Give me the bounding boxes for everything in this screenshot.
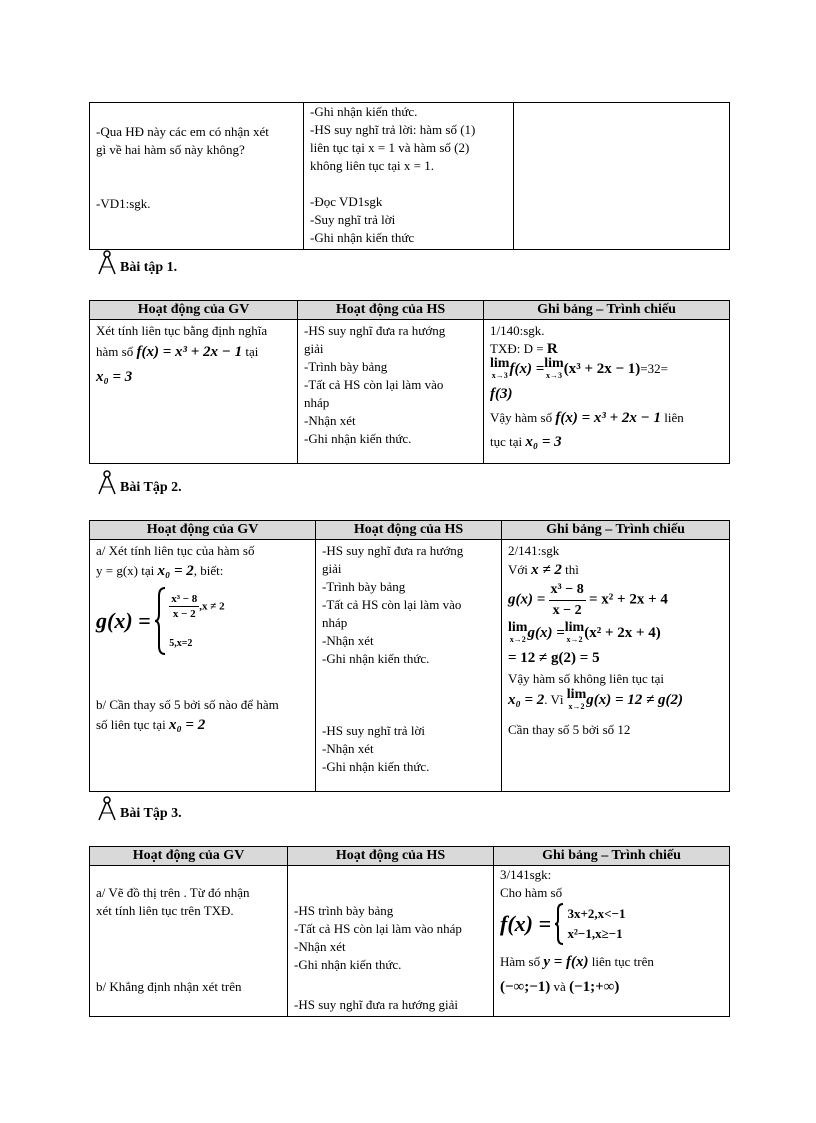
text-line: b/ Khẳng định nhận xét trên xyxy=(96,979,242,994)
formula: x₀ = 2 xyxy=(508,692,545,709)
continuation-table xyxy=(89,102,730,250)
formula: (x² + 2x + 4) xyxy=(584,625,661,641)
text-line: -HS suy nghĩ đưa ra hướng xyxy=(304,323,446,338)
formula: x₀ = 2 xyxy=(168,717,206,733)
formula: g(x) = 12 ≠ g(2) xyxy=(586,692,684,709)
hs-cell xyxy=(304,103,514,250)
text-line: giải xyxy=(304,341,324,356)
fraction-denominator: x − 2 xyxy=(172,607,196,620)
formula: f(x) = x³ + 2x − 1 xyxy=(555,410,662,427)
case-2: x²−1,x≥−1 xyxy=(567,926,623,941)
interval: (−1;+∞) xyxy=(569,979,620,995)
limit-operator: lim x→2 xyxy=(566,687,587,712)
formula: x₀ = 3 xyxy=(525,434,562,451)
gv-cell xyxy=(90,320,298,464)
compass-icon xyxy=(96,250,118,276)
text-line: 3/141sgk: xyxy=(500,867,552,882)
formula: g(x) = xyxy=(508,591,546,608)
piecewise-g xyxy=(96,586,309,660)
header-gv: Hoạt động của GV xyxy=(90,847,288,866)
text-line: -HS suy nghĩ đưa ra hướng giải xyxy=(294,997,458,1012)
formula: g(x) = xyxy=(96,608,151,633)
text-fragment: =32= xyxy=(640,361,668,376)
formula: f(x) = xyxy=(500,911,552,936)
formula: = 12 ≠ g(2) = 5 xyxy=(508,650,600,667)
text-line: -Nhận xét xyxy=(304,413,356,428)
text-line: -Nhận xét xyxy=(322,633,374,648)
formula: (x³ + 2x − 1) xyxy=(563,361,641,377)
text-fragment: . Vì xyxy=(544,692,564,708)
text-line: -Ghi nhận kiến thức xyxy=(310,230,415,245)
header-hs: Hoạt động của HS xyxy=(288,847,494,866)
limit-operator: lim x→3 xyxy=(544,356,564,381)
exercise-2-heading xyxy=(96,470,182,496)
formula: x₀ = 3 xyxy=(96,369,133,385)
text-line: 2/141:sgk xyxy=(508,543,560,558)
interval: (−∞;−1) xyxy=(500,979,551,995)
text-line: -HS suy nghĩ đưa ra hướng xyxy=(322,543,464,558)
limit-operator: lim x→2 xyxy=(508,620,528,645)
text-line: -Tất cả HS còn lại làm vào xyxy=(304,377,444,392)
formula: x ≠ 2 xyxy=(531,562,562,578)
limit-operator: lim x→2 xyxy=(564,620,585,645)
text-line: nháp xyxy=(304,395,330,410)
text-line: -Ghi nhận kiến thức. xyxy=(310,104,418,119)
text-line: -Tất cả HS còn lại làm vào xyxy=(322,597,462,612)
text-fragment: Hàm số xyxy=(500,954,541,969)
text-line: -Ghi nhận kiến thức. xyxy=(294,957,402,972)
reals-symbol: R xyxy=(546,341,558,357)
text-line: -HS suy nghĩ trả lời xyxy=(322,723,425,738)
case-value: 5,x=2 xyxy=(169,637,193,649)
fraction-numerator: x³ − 8 xyxy=(549,580,586,601)
brace-icon xyxy=(554,902,564,946)
text-line: -Suy nghĩ trả lời xyxy=(310,212,396,227)
text-fragment: và xyxy=(553,979,566,994)
text-line: -Trình bày bảng xyxy=(304,359,388,374)
text-line: không liên tục tại x = 1. xyxy=(310,158,434,173)
formula: = x² + 2x + 4 xyxy=(588,591,668,608)
text-fragment: tục tại xyxy=(490,434,523,450)
text-line: -Trình bày bảng xyxy=(322,579,406,594)
text-line: -Ghi nhận kiến thức. xyxy=(322,759,430,774)
compass-icon xyxy=(96,796,118,822)
text-line: liên tục tại x = 1 và hàm số (2) xyxy=(310,140,470,155)
header-gb: Ghi bảng – Trình chiếu xyxy=(484,301,730,320)
gb-cell xyxy=(494,866,730,1017)
exercise-2-table xyxy=(89,520,730,792)
text-line: -Nhận xét xyxy=(294,939,346,954)
case-1: 3x+2,x<−1 xyxy=(567,906,626,921)
gb-cell xyxy=(484,320,730,464)
gb-cell xyxy=(502,540,730,792)
text-line: xét tính liên tục trên TXĐ. xyxy=(96,903,234,918)
text-line: Cần thay số 5 bởi số 12 xyxy=(508,722,631,738)
header-gv: Hoạt động của GV xyxy=(90,521,316,540)
formula: f(x) = x³ + 2x − 1 xyxy=(136,344,243,360)
formula: x₀ = 2 xyxy=(157,563,194,579)
text-fragment: TXĐ: D = xyxy=(490,341,544,356)
exercise-title: Bài Tập 2. xyxy=(120,480,182,495)
exercise-3-table xyxy=(89,846,730,1017)
text-line: nháp xyxy=(322,615,348,630)
text-fragment: hàm số xyxy=(96,344,134,359)
fraction-denominator: x − 2 xyxy=(552,603,582,618)
case-condition: ,x ≠ 2 xyxy=(199,599,225,612)
formula: f(3) xyxy=(490,386,513,403)
text-line: giải xyxy=(322,561,342,576)
formula: f(x) = xyxy=(509,361,545,377)
text-line: a/ Vẽ đồ thị trên . Từ đó nhận xyxy=(96,885,250,900)
header-gb: Ghi bảng – Trình chiếu xyxy=(502,521,730,540)
gv-cell xyxy=(90,540,316,792)
hs-cell xyxy=(288,866,494,1017)
text-line: -Đọc VD1sgk xyxy=(310,194,383,209)
text-fragment: liên tục trên xyxy=(591,954,654,969)
exercise-title: Bài Tập 3. xyxy=(120,806,182,821)
fraction-numerator: x³ − 8 xyxy=(171,592,198,605)
limit-operator: lim x→3 xyxy=(490,356,510,381)
gb-cell xyxy=(514,103,730,250)
text-line: -Ghi nhận kiến thức. xyxy=(304,431,412,446)
header-hs: Hoạt động của HS xyxy=(316,521,502,540)
formula: g(x) = xyxy=(527,625,565,641)
text-fragment: số liên tục tại xyxy=(96,717,166,732)
text-line: -Tất cả HS còn lại làm vào nháp xyxy=(294,921,462,936)
exercise-title: Bài tập 1. xyxy=(120,260,178,275)
text-fragment: y = g(x) tại xyxy=(96,563,155,578)
formula: y = f(x) xyxy=(543,954,589,970)
header-gb: Ghi bảng – Trình chiếu xyxy=(494,847,730,866)
exercise-1-heading xyxy=(96,250,177,276)
hs-cell xyxy=(316,540,502,792)
text-line: 1/140:sgk. xyxy=(490,323,545,338)
text-line: -Nhận xét xyxy=(322,741,374,756)
gv-cell xyxy=(90,866,288,1017)
text-fragment: Với xyxy=(508,562,528,577)
text-line: Cho hàm số xyxy=(500,885,563,900)
text-fragment: tại xyxy=(245,344,259,359)
exercise-1-table xyxy=(89,300,730,464)
text-line: -Qua HĐ này các em có nhận xét xyxy=(96,124,269,139)
text-line: -HS suy nghĩ trả lời: hàm số (1) xyxy=(310,122,476,137)
text-line: -HS trình bày bảng xyxy=(294,903,394,918)
compass-icon xyxy=(96,470,118,496)
exercise-3-heading xyxy=(96,796,182,822)
text-fragment: liên xyxy=(664,410,684,426)
text-line: a/ Xét tính liên tục của hàm số xyxy=(96,543,255,558)
header-hs: Hoạt động của HS xyxy=(298,301,484,320)
text-line: gì về hai hàm số này không? xyxy=(96,142,245,157)
brace-icon xyxy=(154,586,166,656)
piecewise-f xyxy=(500,902,723,950)
text-line: b/ Cần thay số 5 bởi số nào để hàm xyxy=(96,697,279,712)
text-line: -Ghi nhận kiến thức. xyxy=(322,651,430,666)
hs-cell xyxy=(298,320,484,464)
text-line: Xét tính liên tục bằng định nghĩa xyxy=(96,323,268,338)
text-fragment: thì xyxy=(565,562,579,577)
text-line: Vậy hàm số không liên tục tại xyxy=(508,671,664,687)
text-fragment: , biết: xyxy=(193,563,224,578)
gv-cell xyxy=(90,103,304,250)
text-fragment: Vậy hàm số xyxy=(490,410,553,426)
text-line: -VD1:sgk. xyxy=(96,196,151,211)
header-gv: Hoạt động của GV xyxy=(90,301,298,320)
